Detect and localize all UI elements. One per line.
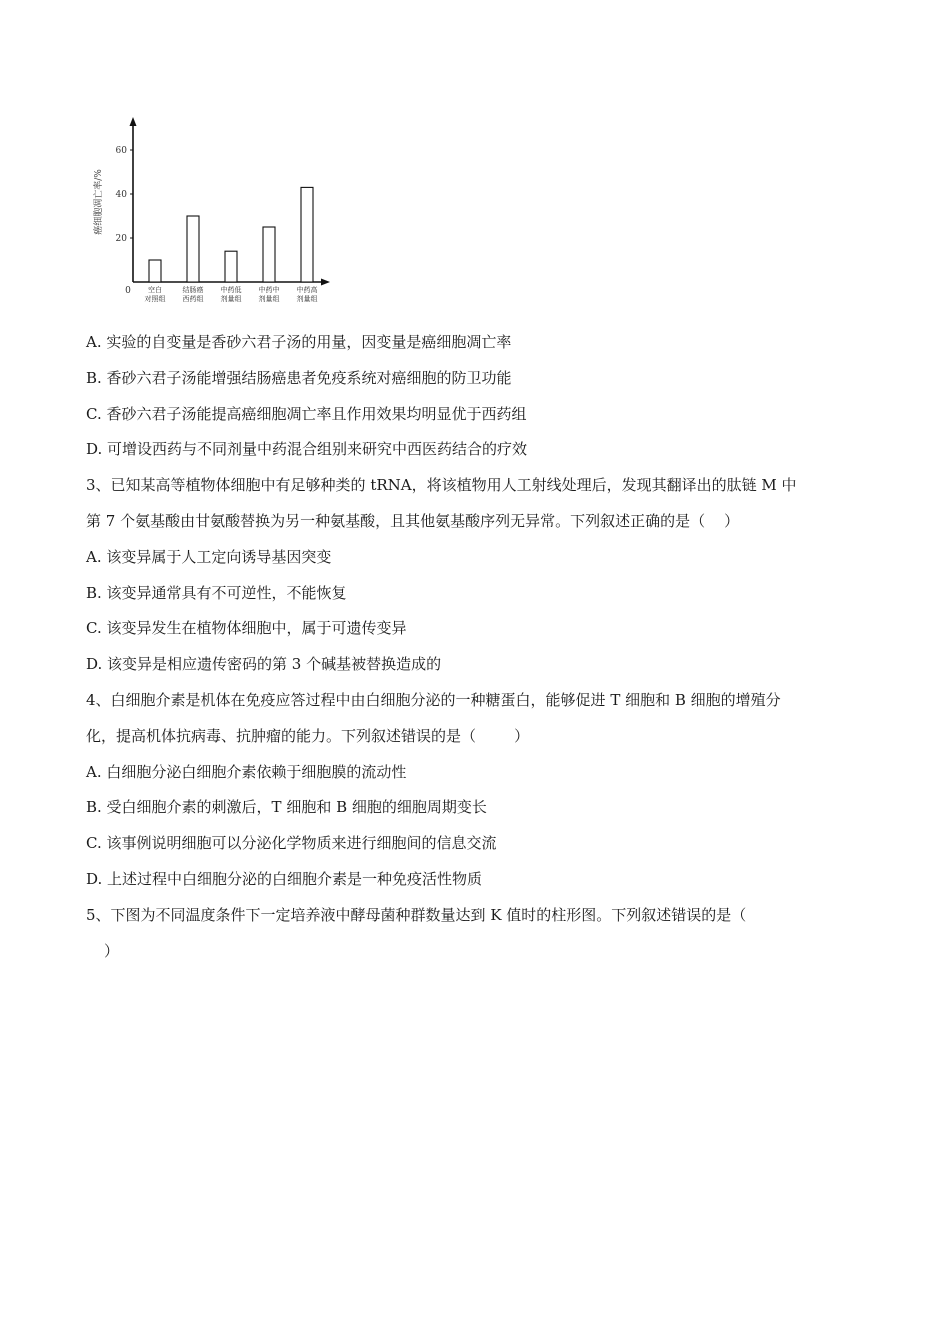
text-line: B. 香砂六君子汤能增强结肠癌患者免疫系统对癌细胞的防卫功能 [86,368,512,387]
text-line: C. 香砂六君子汤能提高癌细胞凋亡率且作用效果均明显优于西药组 [86,404,527,423]
text-line: 化，提高机体抗病毒、抗肿瘤的能力。下列叙述错误的是（ ） [86,726,530,745]
bar [225,251,237,282]
text-line: D. 上述过程中白细胞分泌的白细胞介素是一种免疫活性物质 [86,869,483,888]
bar [187,216,199,282]
category-label: 剂量组 [296,295,318,303]
bar [301,187,313,282]
category-label: 中药低 [220,286,242,294]
text-line: ） [104,941,120,960]
text-line: 第 7 个氨基酸由甘氨酸替换为另一种氨基酸，且其他氨基酸序列无异常。下列叙述正确的是（ ） [86,511,740,530]
text-line: C. 该事例说明细胞可以分泌化学物质来进行细胞间的信息交流 [86,834,497,853]
category-label: 结肠癌 [182,286,204,294]
text-line: A. 白细胞分泌白细胞介素依赖于细胞膜的流动性 [86,762,407,781]
text-line: A. 实验的自变量是香砂六君子汤的用量，因变量是癌细胞凋亡率 [86,333,512,351]
bar [149,260,161,282]
text-line: 4、白细胞介素是机体在免疫应答过程中由白细胞分泌的一种糖蛋白，能够促进 T 细胞和 B 细胞的增殖分 [86,690,781,709]
category-label: 中药高 [296,286,318,294]
apoptosis-bar-chart [88,112,338,312]
origin-label: 0 [125,286,131,296]
y-axis-arrow [130,117,137,126]
category-label: 空白 [148,286,162,294]
text-line: 3、已知某高等植物体细胞中有足够种类的 tRNA，将该植物用人工射线处理后，发现其翻译出的肽链 M 中 [86,476,797,495]
text-line: D. 该变异是相应遗传密码的第 3 个碱基被替换造成的 [86,655,442,674]
y-tick-label: 20 [115,234,127,244]
x-axis-arrow [321,279,330,286]
y-tick-label: 60 [115,146,127,156]
question-text [86,325,876,969]
text-line: B. 受白细胞介素的刺激后，T 细胞和 B 细胞的细胞周期变长 [86,798,487,817]
text-line: A. 该变异属于人工定向诱导基因突变 [86,547,332,566]
y-tick-label: 40 [115,190,127,200]
text-line: C. 该变异发生在植物体细胞中，属于可遗传变异 [86,619,407,638]
category-label: 对照组 [144,295,166,303]
y-axis-label: 癌细胞凋亡率/% [94,169,104,235]
text-line: B. 该变异通常具有不可逆性，不能恢复 [86,583,347,602]
bar [263,227,275,282]
category-label: 剂量组 [258,295,280,303]
category-label: 剂量组 [220,295,242,303]
text-line: D. 可增设西药与不同剂量中药混合组别来研究中西医药结合的疗效 [86,440,528,459]
category-label: 西药组 [182,295,204,303]
category-label: 中药中 [258,286,280,294]
text-line: 5、下图为不同温度条件下一定培养液中酵母菌种群数量达到 K 值时的柱形图。下列叙述错误的是（ [86,905,747,924]
